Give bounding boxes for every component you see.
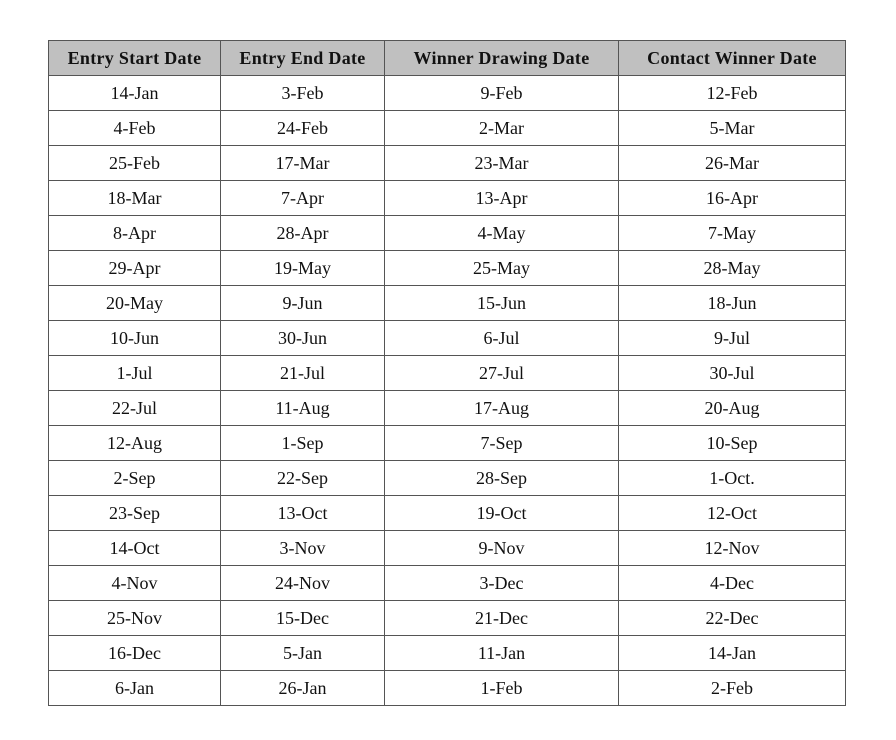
- cell-contact-winner-date: 26-Mar: [619, 146, 846, 181]
- cell-contact-winner-date: 18-Jun: [619, 286, 846, 321]
- cell-entry-end-date: 3-Feb: [221, 76, 385, 111]
- cell-winner-drawing-date: 15-Jun: [385, 286, 619, 321]
- cell-entry-end-date: 7-Apr: [221, 181, 385, 216]
- cell-entry-end-date: 22-Sep: [221, 461, 385, 496]
- cell-entry-start-date: 25-Nov: [49, 601, 221, 636]
- cell-contact-winner-date: 22-Dec: [619, 601, 846, 636]
- cell-winner-drawing-date: 9-Feb: [385, 76, 619, 111]
- cell-entry-end-date: 24-Feb: [221, 111, 385, 146]
- cell-entry-end-date: 30-Jun: [221, 321, 385, 356]
- cell-winner-drawing-date: 9-Nov: [385, 531, 619, 566]
- cell-entry-end-date: 11-Aug: [221, 391, 385, 426]
- cell-entry-start-date: 23-Sep: [49, 496, 221, 531]
- header-contact-winner-date: Contact Winner Date: [619, 41, 846, 76]
- table-row: [49, 286, 846, 321]
- cell-winner-drawing-date: 21-Dec: [385, 601, 619, 636]
- cell-entry-start-date: 14-Oct: [49, 531, 221, 566]
- cell-entry-start-date: 14-Jan: [49, 76, 221, 111]
- cell-winner-drawing-date: 23-Mar: [385, 146, 619, 181]
- cell-entry-end-date: 15-Dec: [221, 601, 385, 636]
- table-row: [49, 601, 846, 636]
- table-row: [49, 216, 846, 251]
- table-row: [49, 531, 846, 566]
- cell-contact-winner-date: 12-Oct: [619, 496, 846, 531]
- cell-winner-drawing-date: 11-Jan: [385, 636, 619, 671]
- cell-winner-drawing-date: 17-Aug: [385, 391, 619, 426]
- table-row: [49, 146, 846, 181]
- table-row: [49, 111, 846, 146]
- cell-entry-start-date: 8-Apr: [49, 216, 221, 251]
- cell-contact-winner-date: 12-Feb: [619, 76, 846, 111]
- cell-winner-drawing-date: 6-Jul: [385, 321, 619, 356]
- cell-entry-end-date: 26-Jan: [221, 671, 385, 706]
- cell-entry-end-date: 19-May: [221, 251, 385, 286]
- cell-entry-start-date: 12-Aug: [49, 426, 221, 461]
- cell-entry-end-date: 5-Jan: [221, 636, 385, 671]
- cell-entry-start-date: 16-Dec: [49, 636, 221, 671]
- table-row: [49, 426, 846, 461]
- cell-entry-end-date: 17-Mar: [221, 146, 385, 181]
- cell-entry-end-date: 1-Sep: [221, 426, 385, 461]
- header-entry-end-date: Entry End Date: [221, 41, 385, 76]
- cell-entry-end-date: 13-Oct: [221, 496, 385, 531]
- table-row: [49, 671, 846, 706]
- table-row: [49, 76, 846, 111]
- cell-contact-winner-date: 12-Nov: [619, 531, 846, 566]
- cell-entry-end-date: 21-Jul: [221, 356, 385, 391]
- cell-contact-winner-date: 5-Mar: [619, 111, 846, 146]
- cell-contact-winner-date: 4-Dec: [619, 566, 846, 601]
- cell-contact-winner-date: 28-May: [619, 251, 846, 286]
- cell-winner-drawing-date: 1-Feb: [385, 671, 619, 706]
- cell-entry-start-date: 18-Mar: [49, 181, 221, 216]
- cell-entry-end-date: 24-Nov: [221, 566, 385, 601]
- cell-entry-start-date: 22-Jul: [49, 391, 221, 426]
- cell-winner-drawing-date: 25-May: [385, 251, 619, 286]
- cell-contact-winner-date: 2-Feb: [619, 671, 846, 706]
- table-row: [49, 181, 846, 216]
- table-row: [49, 391, 846, 426]
- cell-winner-drawing-date: 13-Apr: [385, 181, 619, 216]
- cell-contact-winner-date: 1-Oct.: [619, 461, 846, 496]
- cell-entry-end-date: 3-Nov: [221, 531, 385, 566]
- cell-entry-start-date: 20-May: [49, 286, 221, 321]
- cell-contact-winner-date: 16-Apr: [619, 181, 846, 216]
- cell-winner-drawing-date: 7-Sep: [385, 426, 619, 461]
- table-row: [49, 321, 846, 356]
- table-row: [49, 251, 846, 286]
- table-header: [49, 41, 846, 76]
- cell-winner-drawing-date: 27-Jul: [385, 356, 619, 391]
- cell-entry-start-date: 4-Nov: [49, 566, 221, 601]
- cell-contact-winner-date: 20-Aug: [619, 391, 846, 426]
- cell-entry-start-date: 25-Feb: [49, 146, 221, 181]
- table-row: [49, 636, 846, 671]
- cell-winner-drawing-date: 4-May: [385, 216, 619, 251]
- cell-entry-start-date: 4-Feb: [49, 111, 221, 146]
- cell-contact-winner-date: 14-Jan: [619, 636, 846, 671]
- cell-contact-winner-date: 30-Jul: [619, 356, 846, 391]
- table-row: [49, 496, 846, 531]
- header-row: [49, 41, 846, 76]
- cell-entry-start-date: 29-Apr: [49, 251, 221, 286]
- cell-entry-end-date: 9-Jun: [221, 286, 385, 321]
- cell-winner-drawing-date: 3-Dec: [385, 566, 619, 601]
- cell-contact-winner-date: 7-May: [619, 216, 846, 251]
- cell-winner-drawing-date: 28-Sep: [385, 461, 619, 496]
- cell-contact-winner-date: 10-Sep: [619, 426, 846, 461]
- table-row: [49, 461, 846, 496]
- contest-schedule-table: [48, 40, 846, 706]
- cell-winner-drawing-date: 19-Oct: [385, 496, 619, 531]
- cell-winner-drawing-date: 2-Mar: [385, 111, 619, 146]
- table-body: [49, 76, 846, 706]
- cell-entry-start-date: 6-Jan: [49, 671, 221, 706]
- cell-contact-winner-date: 9-Jul: [619, 321, 846, 356]
- header-entry-start-date: Entry Start Date: [49, 41, 221, 76]
- cell-entry-end-date: 28-Apr: [221, 216, 385, 251]
- cell-entry-start-date: 1-Jul: [49, 356, 221, 391]
- cell-entry-start-date: 10-Jun: [49, 321, 221, 356]
- table-row: [49, 356, 846, 391]
- cell-entry-start-date: 2-Sep: [49, 461, 221, 496]
- header-winner-drawing-date: Winner Drawing Date: [385, 41, 619, 76]
- table-row: [49, 566, 846, 601]
